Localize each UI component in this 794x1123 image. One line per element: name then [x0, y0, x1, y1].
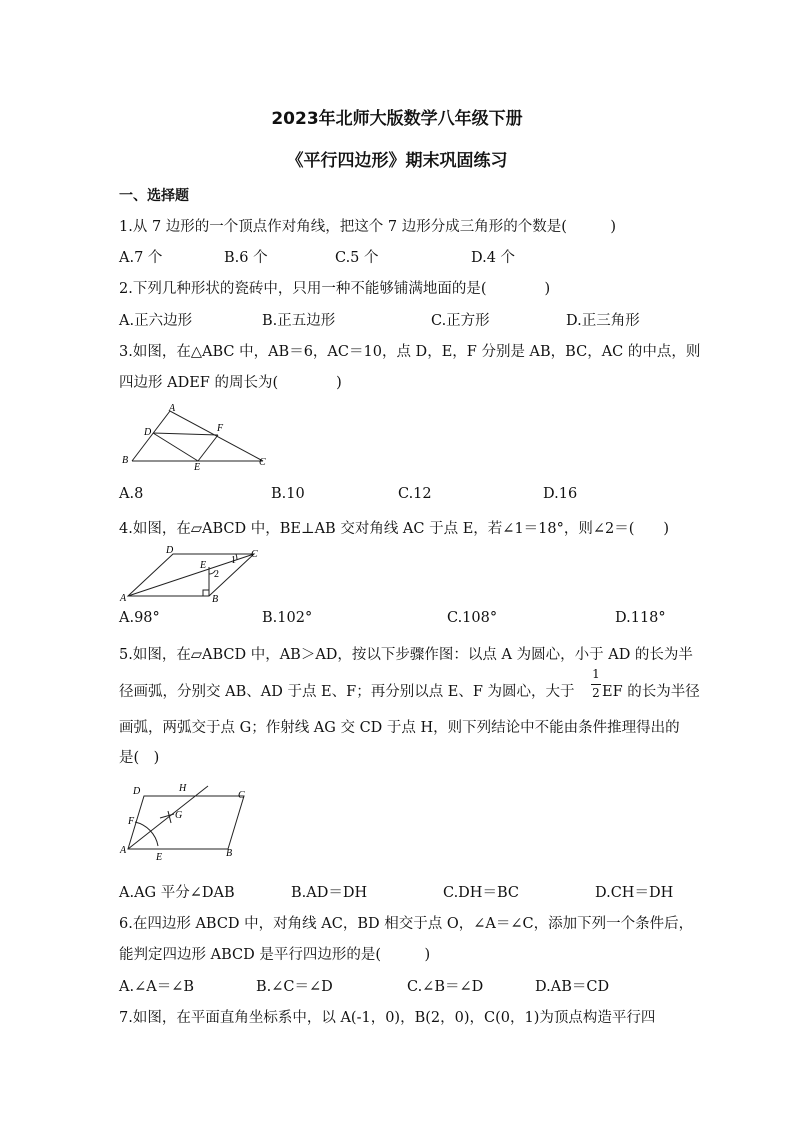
label-d: D: [166, 545, 174, 556]
q4-option-c: C.108°: [447, 610, 498, 626]
question-5-stem-line1: 5.如图，在▱ABCD 中，AB＞AD，按以下步骤作图：以点 A 为圆心，小于 AD 的长为半: [119, 647, 693, 663]
q5-option-b: B.AD＝DH: [291, 885, 368, 901]
q3-triangle-figure: [118, 398, 278, 472]
q5-option-a: A.AG 平分∠DAB: [119, 885, 235, 901]
q4-option-d: D.118°: [615, 610, 666, 626]
fraction-bar: [591, 684, 601, 685]
segment-de: [153, 433, 198, 461]
question-6-stem-line2: 能判定四边形 ABCD 是平行四边形的是( ): [119, 947, 431, 963]
q5-parallelogram-figure: [118, 780, 258, 866]
angle-1-arc: [236, 554, 237, 560]
question-2-stem: 2.下列几种形状的瓷砖中，只用一种不能够铺满地面的是( ): [119, 281, 551, 297]
right-angle-mark: [203, 590, 209, 596]
q4-parallelogram-figure: [118, 542, 278, 604]
label-f: F: [217, 423, 224, 434]
label-angle-2: 2: [214, 569, 219, 580]
label-d: D: [133, 786, 141, 797]
question-5-stem-line2a: 径画弧，分别交 AB、AD 于点 E、F；再分别以点 E、F 为圆心，大于: [119, 684, 575, 700]
q2-option-a: A.正六边形: [119, 313, 193, 329]
label-f: F: [128, 816, 135, 827]
triangle-abc: [132, 411, 263, 461]
question-1-stem: 1.从 7 边形的一个顶点作对角线，把这个 7 边形分成三角形的个数是( ): [119, 219, 617, 235]
q1-option-a: A.7 个: [119, 250, 163, 266]
question-3-stem-line2: 四边形 ADEF 的周长为( ): [119, 375, 342, 391]
label-a: A: [120, 845, 127, 856]
page-title: 2023年北师大版数学八年级下册: [271, 109, 523, 129]
fraction-numerator: 1: [592, 667, 600, 681]
q3-option-a: A.8: [119, 486, 144, 502]
q3-option-d: D.16: [543, 486, 578, 502]
label-angle-1: 1: [231, 555, 236, 566]
q1-option-c: C.5 个: [335, 250, 379, 266]
q1-option-b: B.6 个: [224, 250, 268, 266]
q2-option-d: D.正三角形: [566, 313, 640, 329]
q6-option-b: B.∠C＝∠D: [256, 979, 333, 995]
q3-option-c: C.12: [398, 486, 432, 502]
segment-fe: [198, 435, 218, 461]
arc-g-1: [160, 814, 174, 818]
segment-df: [153, 433, 218, 435]
label-a: A: [120, 593, 127, 604]
question-5-stem-line2b: EF 的长为半径: [602, 684, 700, 700]
q6-option-d: D.AB＝CD: [535, 979, 610, 995]
label-h: H: [179, 783, 187, 794]
q3-option-b: B.10: [271, 486, 305, 502]
question-5-stem-line3: 画弧，两弧交于点 G；作射线 AG 交 CD 于点 H，则下列结论中不能由条件推理得出的: [119, 720, 680, 736]
label-b: B: [226, 848, 233, 859]
q1-option-d: D.4 个: [471, 250, 516, 266]
q4-option-a: A.98°: [119, 610, 160, 626]
question-6-stem-line1: 6.在四边形 ABCD 中，对角线 AC，BD 相交于点 O，∠A＝∠C，添加下列一个条件后，: [119, 916, 694, 932]
q2-option-c: C.正方形: [431, 313, 490, 329]
label-e: E: [194, 462, 201, 472]
label-b: B: [122, 455, 129, 466]
q5-option-d: D.CH＝DH: [595, 885, 674, 901]
question-7-stem-line1: 7.如图，在平面直角坐标系中，以 A(-1，0)，B(2，0)，C(0，1)为顶点构造平行四: [119, 1010, 656, 1026]
label-e: E: [200, 560, 207, 571]
q5-option-c: C.DH＝BC: [443, 885, 519, 901]
label-b: B: [212, 594, 219, 604]
label-c: C: [259, 457, 266, 468]
question-4-stem: 4.如图，在▱ABCD 中，BE⊥AB 交对角线 AC 于点 E，若∠1＝18°，则∠2＝( ): [119, 521, 670, 537]
label-c: C: [251, 549, 258, 560]
label-c: C: [238, 790, 245, 801]
question-3-stem-line1: 3.如图，在△ABC 中，AB＝6，AC＝10，点 D，E，F 分别是 AB，BC，AC 的中点，则: [119, 344, 701, 360]
q6-option-a: A.∠A＝∠B: [119, 979, 195, 995]
q6-option-c: C.∠B＝∠D: [407, 979, 484, 995]
page-subtitle: 《平行四边形》期末巩固练习: [286, 151, 508, 171]
section-heading: 一、选择题: [119, 188, 189, 204]
question-5-stem-line4: 是( ): [119, 750, 160, 766]
fraction-denominator: 2: [592, 686, 600, 700]
q2-option-b: B.正五边形: [262, 313, 336, 329]
label-e: E: [156, 852, 163, 863]
q4-option-b: B.102°: [262, 610, 313, 626]
label-d: D: [144, 427, 152, 438]
label-g: G: [175, 810, 183, 821]
label-a: A: [169, 403, 176, 414]
